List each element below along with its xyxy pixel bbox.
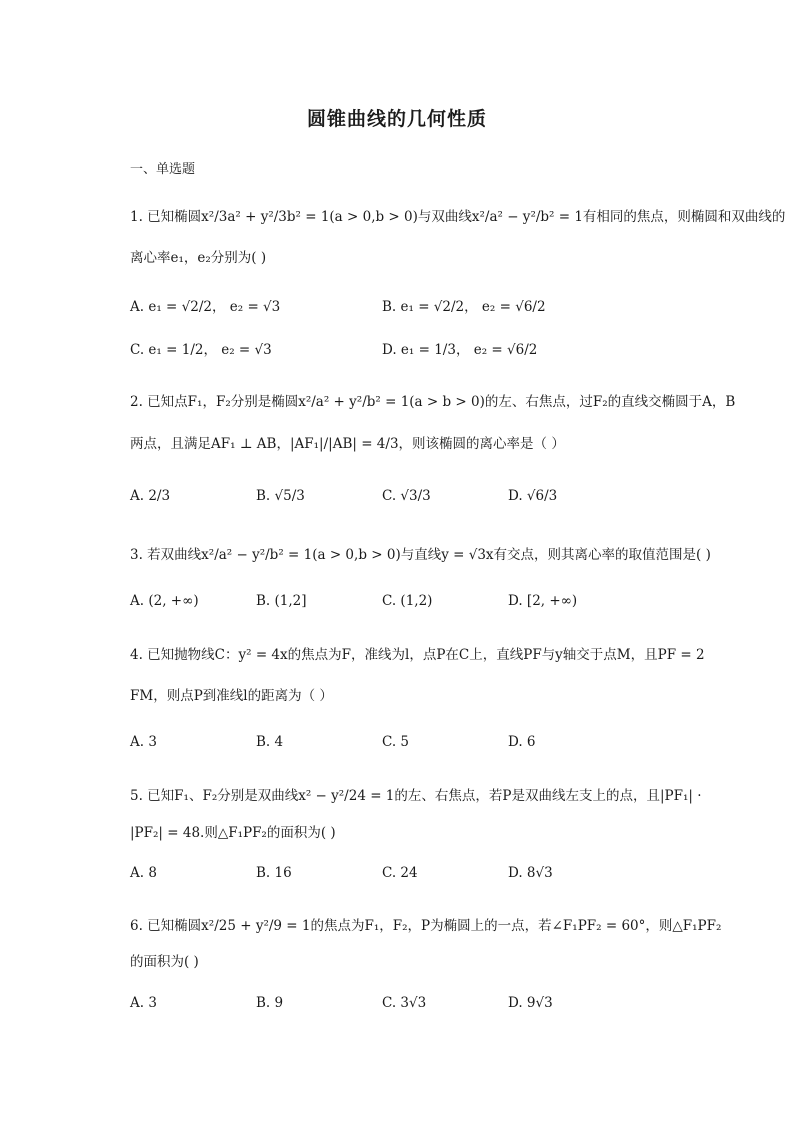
- question-1-line-1: 1. 已知椭圆x²/3a² + y²/3b² = 1(a > 0,b > 0)与双曲线x²/a² − y²/b² = 1有相同的焦点，则椭圆和双曲线的: [130, 209, 786, 225]
- question-1-option-c: C. e₁ = 1/2， e₂ = √3: [130, 342, 272, 358]
- question-4-line-1: 4. 已知抛物线C：y² = 4x的焦点为F，准线为l，点P在C上，直线PF与y轴交于点M，且PF = 2: [130, 647, 705, 663]
- question-2-line-1: 2. 已知点F₁，F₂分别是椭圆x²/a² + y²/b² = 1(a > b > 0)的左、右焦点，过F₂的直线交椭圆于A，B: [130, 394, 736, 410]
- question-2-option-c: C. √3/3: [382, 488, 431, 504]
- question-4-option-c: C. 5: [382, 734, 410, 750]
- question-1-line-2: 离心率e₁，e₂分别为( ): [130, 250, 267, 266]
- question-5-line-1: 5. 已知F₁、F₂分别是双曲线x² − y²/24 = 1的左、右焦点，若P是双曲线左支上的点，且|PF₁| ·: [130, 788, 702, 804]
- question-5-option-c: C. 24: [382, 865, 418, 881]
- question-2-option-d: D. √6/3: [508, 488, 558, 504]
- question-6-line-1: 6. 已知椭圆x²/25 + y²/9 = 1的焦点为F₁，F₂，P为椭圆上的一点，若∠F₁PF₂ = 60°，则△F₁PF₂: [130, 918, 722, 934]
- question-5-line-2: |PF₂| = 48.则△F₁PF₂的面积为( ): [130, 825, 336, 841]
- question-5-option-d: D. 8√3: [508, 865, 553, 881]
- question-4-line-2: FM，则点P到准线l的距离为（ ）: [130, 688, 333, 704]
- question-1-option-a: A. e₁ = √2/2， e₂ = √3: [130, 299, 281, 315]
- question-1-option-d: D. e₁ = 1/3， e₂ = √6/2: [382, 342, 538, 358]
- section-heading: 一、单选题: [130, 162, 196, 177]
- question-2-option-a: A. 2/3: [130, 488, 171, 504]
- question-6-option-c: C. 3√3: [382, 995, 427, 1011]
- question-4-option-a: A. 3: [130, 734, 157, 750]
- question-3-line-1: 3. 若双曲线x²/a² − y²/b² = 1(a > 0,b > 0)与直线y = √3x有交点，则其离心率的取值范围是( ): [130, 547, 711, 563]
- question-4-option-d: D. 6: [508, 734, 536, 750]
- question-6-option-b: B. 9: [256, 995, 284, 1011]
- question-5-option-b: B. 16: [256, 865, 292, 881]
- question-1-option-b: B. e₁ = √2/2， e₂ = √6/2: [382, 299, 546, 315]
- question-3-option-b: B. (1,2]: [256, 593, 307, 609]
- question-6-option-d: D. 9√3: [508, 995, 553, 1011]
- question-6-option-a: A. 3: [130, 995, 157, 1011]
- question-5-option-a: A. 8: [130, 865, 157, 881]
- question-3-option-d: D. [2, +∞): [508, 593, 578, 609]
- question-2-option-b: B. √5/3: [256, 488, 305, 504]
- question-3-option-a: A. (2, +∞): [130, 593, 199, 609]
- question-4-option-b: B. 4: [256, 734, 284, 750]
- page-title: 圆锥曲线的几何性质: [306, 108, 487, 130]
- question-6-line-2: 的面积为( ): [130, 954, 199, 970]
- question-2-line-2: 两点，且满足AF₁ ⊥ AB，|AF₁|/|AB| = 4/3，则该椭圆的离心率是（ ）: [130, 436, 565, 452]
- question-3-option-c: C. (1,2): [382, 593, 433, 609]
